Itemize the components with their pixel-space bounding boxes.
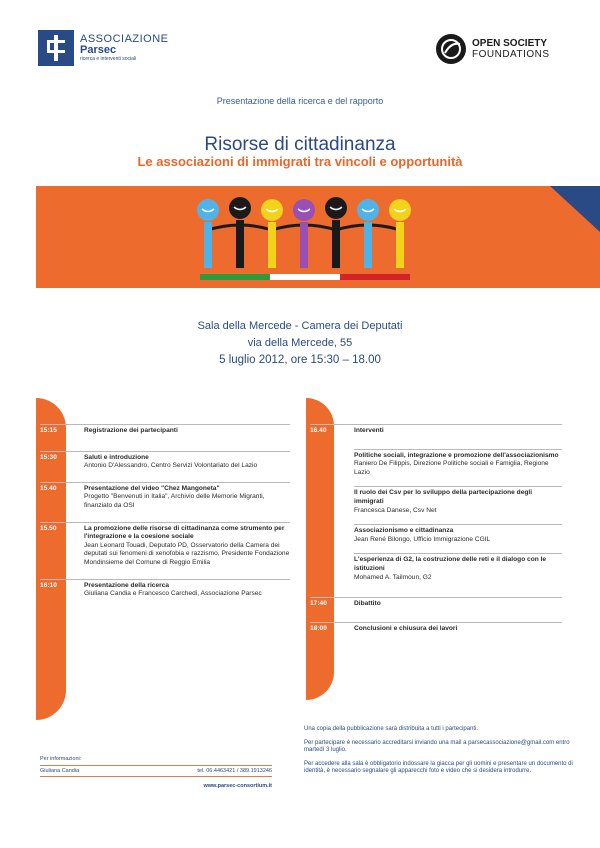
program-row <box>310 622 562 637</box>
program-details: Jean Leonard Touadi, Deputato PD, Osservatorio della Camera dei deputati sui fenomeni di xenofobia e razzismo, Presidente Fondazione Mondinsieme del Comune di Reggio Emilia <box>84 541 290 566</box>
parsec-logo-line2: Parsec <box>80 44 117 57</box>
speech-item <box>354 486 562 518</box>
osf-logo-mark-icon <box>436 34 466 64</box>
contact-phones: tel. 06.4463421 / 389.1913246 <box>197 768 272 774</box>
speech-item <box>354 449 562 481</box>
page-subtitle: Le associazioni di immigrati tra vincoli e opportunità <box>137 154 463 169</box>
program-time: 15:30 <box>40 453 57 461</box>
parsec-logo-line1: ASSOCIAZIONE <box>80 32 169 45</box>
note-text: Per partecipare è necessario accreditarsi inviando una mail a parsecassociazione@gmail.com entro martedì 3 luglio. <box>304 739 570 754</box>
page-title: Risorse di cittadinanza <box>204 134 396 155</box>
program-row <box>40 579 290 602</box>
program-details: Antonio D'Alessandro, Centro Servizi Volontariato del Lazio <box>84 462 258 470</box>
contact-name: Giuliana Candia <box>40 768 80 774</box>
speech-details: Francesca Danese, Csv Net <box>354 506 437 514</box>
people-illustration <box>190 192 430 291</box>
program-title: Presentazione del video "Chez Mangoneta" <box>84 484 220 492</box>
program-row <box>40 424 290 439</box>
program-title: Interventi <box>354 427 384 434</box>
program-title: La promozione delle risorse di cittadinanza come strumento per l'integrazione e la coesione sociale <box>84 524 285 541</box>
program-title: Conclusioni e chiusura dei lavori <box>354 624 458 632</box>
program-title: Registrazione dei partecipanti <box>84 427 178 434</box>
program-time: 15.40 <box>40 484 57 492</box>
program-row <box>40 451 290 474</box>
contact-block <box>40 756 272 789</box>
program-time: 16.40 <box>310 427 327 434</box>
osf-logo <box>436 34 550 64</box>
program-title: Dibattito <box>354 600 381 608</box>
parsec-logo <box>38 30 169 66</box>
program-time: 16:10 <box>40 581 57 589</box>
program-details: Giuliana Candia e Francesco Carchedi, Associazione Parsec <box>84 590 262 598</box>
program-row <box>40 522 290 571</box>
osf-logo-line2: FOUNDATIONS <box>472 49 550 60</box>
speech-title: Il ruolo dei Csv per lo sviluppo della partecipazione degli immigrati <box>354 489 533 505</box>
speech-title: L'esperienza di G2, la costruzione delle reti e il dialogo con le istituzioni <box>354 556 547 572</box>
speech-title: Politiche sociali, integrazione e promozione dell'associazionismo <box>354 451 559 459</box>
contact-line <box>40 765 272 777</box>
website-link[interactable]: www.parsec-consortium.it <box>203 783 272 789</box>
speech-details: Mohamed A. Tailmoun, G2 <box>354 573 432 581</box>
venue-block <box>0 318 600 369</box>
note-text: Per accedere alla sala è obbligatorio indossare la giacca per gli uomini e presentare un documento di identità, è necessario segnalare gli apparecchi foto e video che si desidera introdurre. <box>304 760 573 775</box>
info-notes <box>304 726 576 782</box>
osf-logo-line1: OPEN SOCIETY <box>472 38 548 49</box>
program-row <box>310 597 562 612</box>
venue-line2: via della Mercede, 55 <box>247 337 353 349</box>
program-title: Saluti e introduzione <box>84 453 149 461</box>
program-time: 18:00 <box>310 624 327 632</box>
speech-title: Associazionismo e cittadinanza <box>354 527 454 535</box>
event-date: 5 luglio 2012, ore 15:30 – 18.00 <box>219 354 381 366</box>
program-time: 15.50 <box>40 524 57 532</box>
speech-item <box>354 553 562 585</box>
parsec-logo-line3: ricerca e interventi sociali <box>80 55 137 62</box>
program-right-column <box>310 424 562 636</box>
parsec-logo-mark-icon <box>38 30 74 66</box>
contact-label: Per informazioni: <box>40 756 82 762</box>
kicker-text: Presentazione della ricerca e del rapporto <box>216 96 384 106</box>
program-details: Progetto "Benvenuti in Italia", Archivio delle Memorie Migranti, finanziato da OSI <box>84 493 265 509</box>
speech-details: Raniero De Filippis, Direzione Politiche sociali e Famiglia, Regione Lazio <box>354 460 549 476</box>
program-row <box>310 424 562 439</box>
speech-item <box>354 524 562 547</box>
program-title: Presentazione della ricerca <box>84 581 170 589</box>
banner-corner-triangle <box>550 186 600 232</box>
program-time: 17:40 <box>310 600 327 608</box>
program-left-column <box>40 424 290 602</box>
program-time: 15:15 <box>40 427 57 434</box>
program-row <box>40 482 290 514</box>
speech-details: Jean René Bilongo, Ufficio Immigrazione CGIL <box>354 535 491 543</box>
note-text: Una copia della pubblicazione sarà distribuita a tutti i partecipanti. <box>304 726 479 732</box>
venue-line1: Sala della Mercede - Camera dei Deputati <box>197 320 403 332</box>
